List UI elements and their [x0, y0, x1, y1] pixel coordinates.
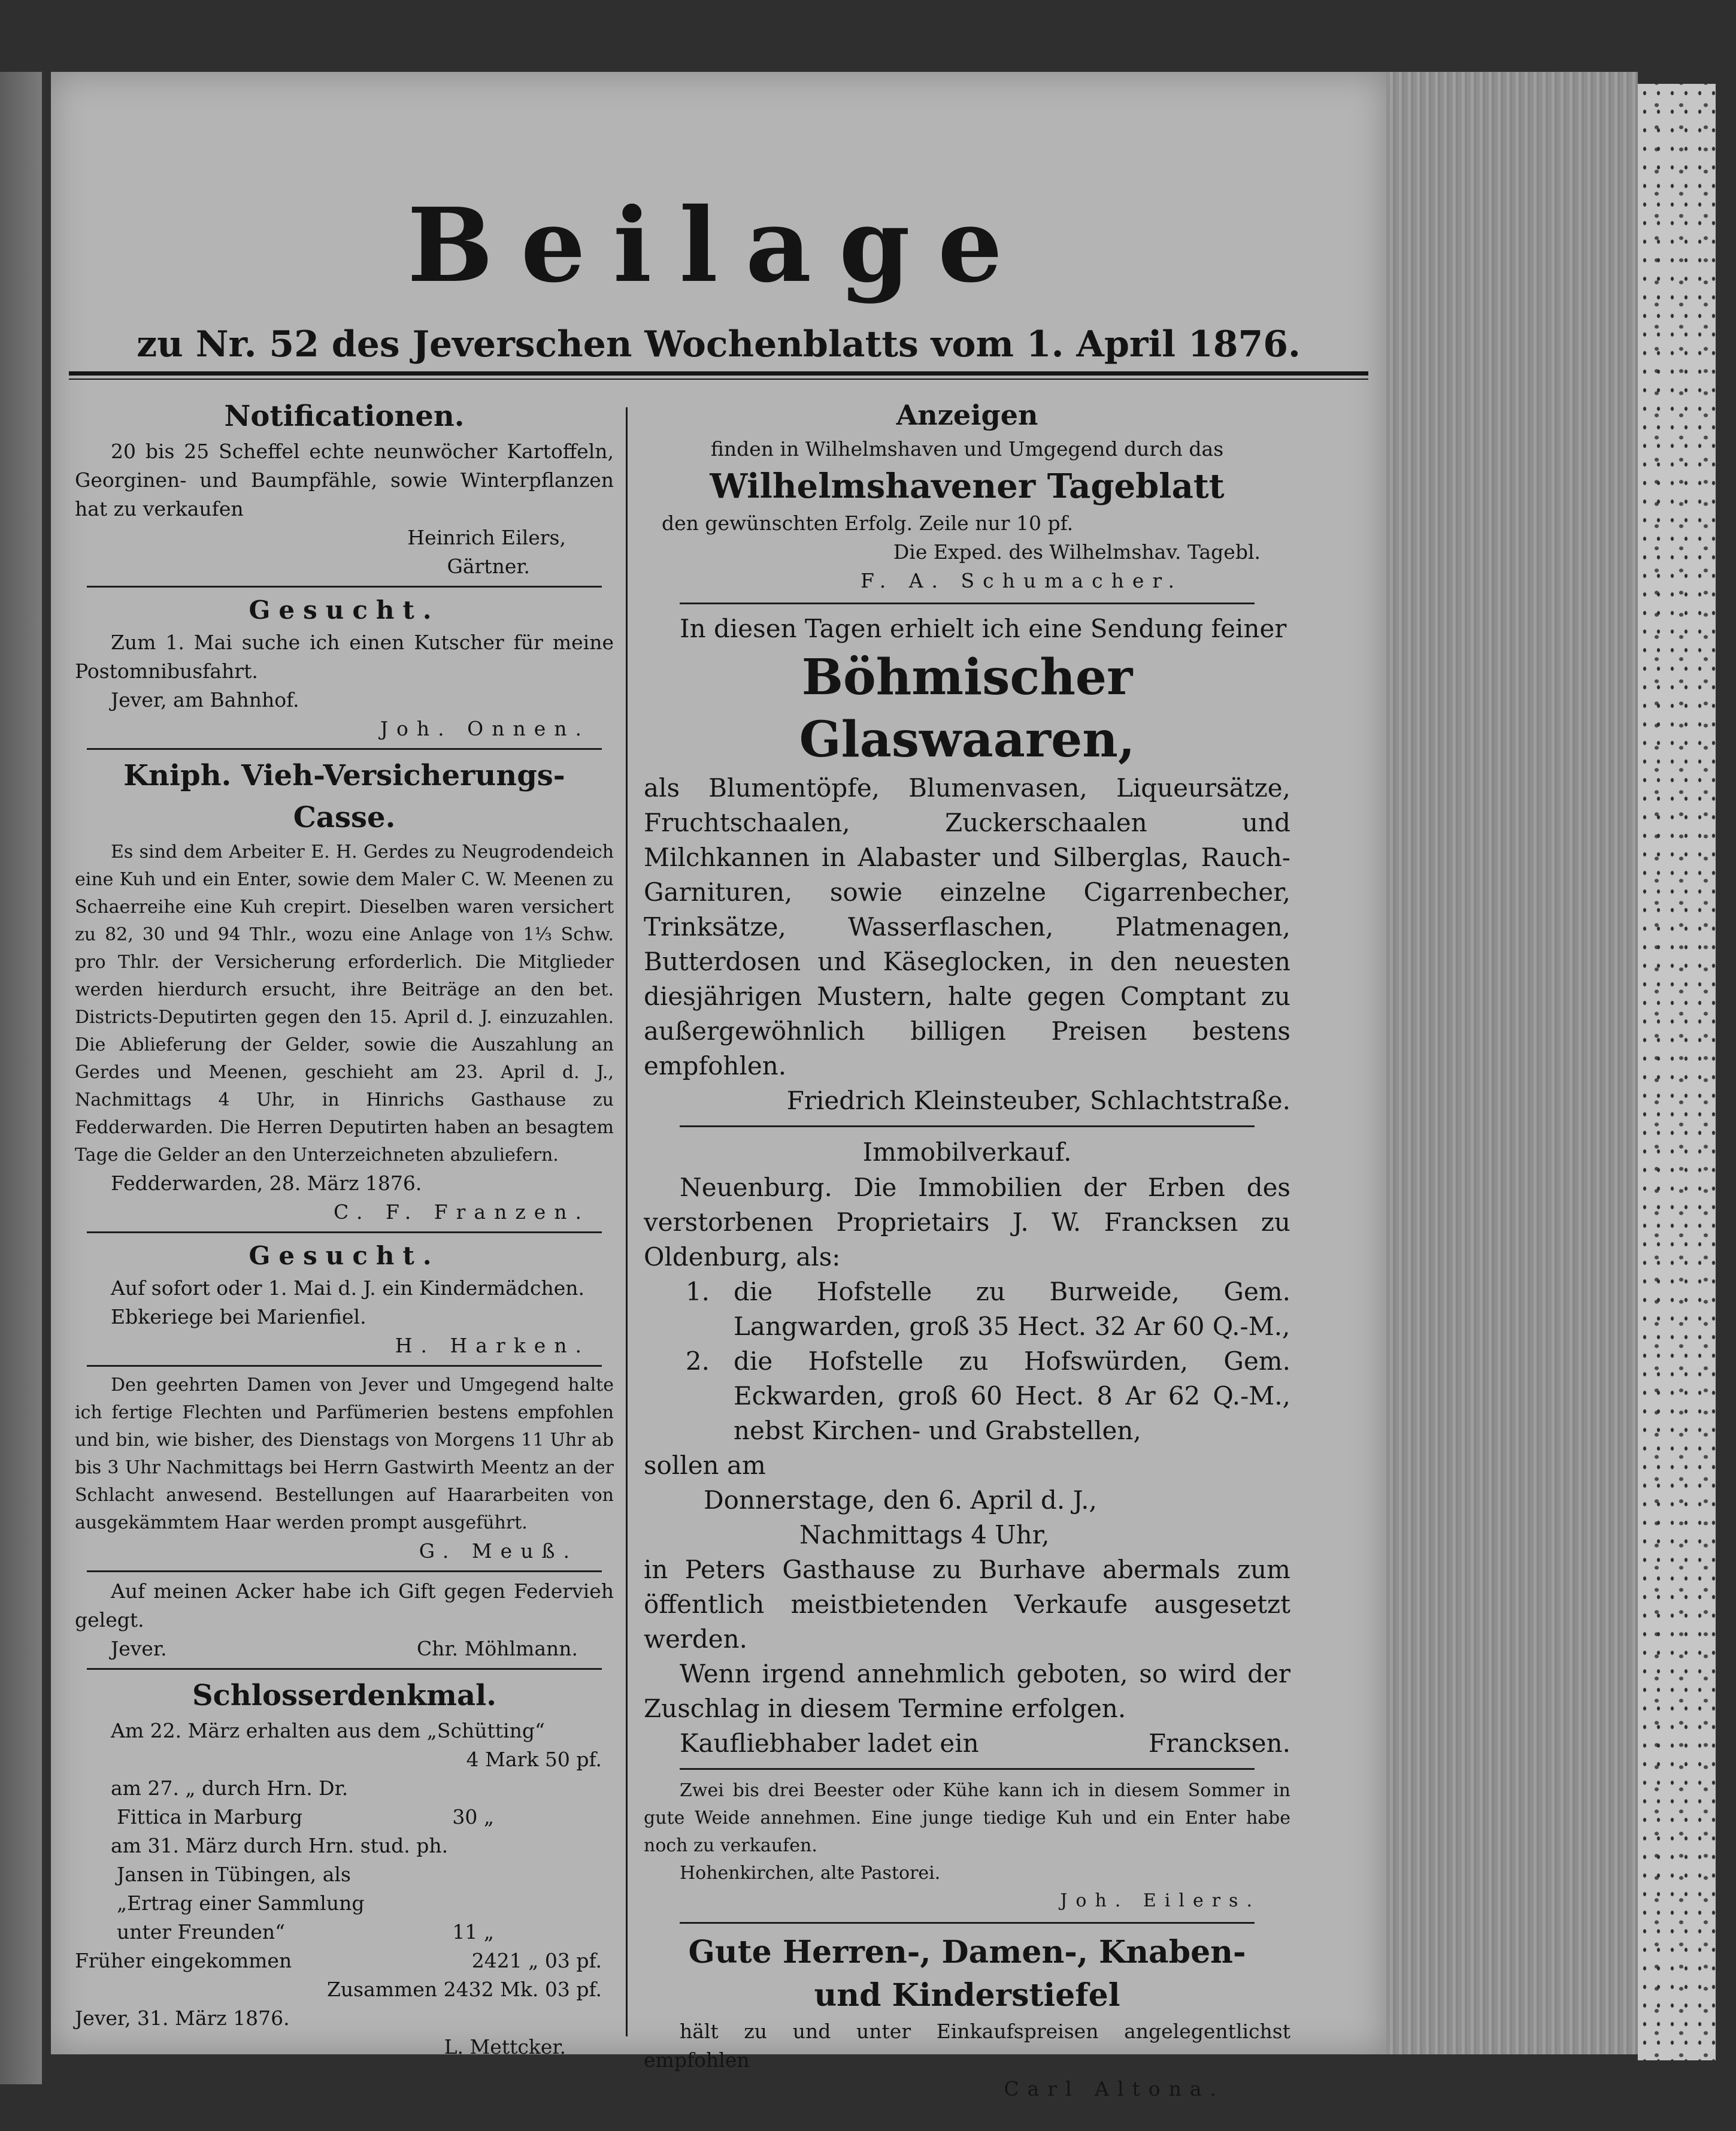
separator [87, 1365, 602, 1367]
header-rule-thick [69, 371, 1368, 376]
gesucht1-place: Jever, am Bahnhof. [111, 688, 299, 712]
glas-signature: Friedrich Kleinsteuber, Schlachtstraße. [786, 1086, 1290, 1115]
separator [87, 1668, 602, 1670]
denkmal-line8-amount: 2421 „ 03 pf. [471, 1949, 602, 1972]
column-divider [626, 407, 628, 2036]
denkmal-date: Jever, 31. März 1876. [75, 2006, 290, 2030]
gesucht1-heading: Gesucht. [249, 595, 440, 625]
glas-section [644, 612, 1290, 1118]
separator [680, 1125, 1255, 1127]
kniph-body: Es sind dem Arbeiter E. H. Gerdes zu Neugrodendeich eine Kuh und ein Enter, sowie dem Maler C. W. Meenen zu Schaerreihe eine Kuh crepirt. Dieselben waren versichert zu 82, 30 und 94 Thlr., wozu eine Anlage von 1⅓ Schw. pro Thlr. der Versicherung erforderlich. Die Mitglieder werden hierdurch ersucht, ihre Beiträge an den bet. Districts-Deputirten gegen den 15. April d. J. einzuzahlen. Die Ablieferung der Gelder, sowie die Auszahlung an Gerdes und Meenen, geschieht am 23. April d. J., Nachmittags 4 Uhr, in Hinrichs Gasthause zu Fedderwarden. Die Herren Deputirten haben an besagtem Tage die Gelder an den Unterzeichneten abzuliefern. [75, 841, 614, 1166]
immo-sollen: sollen am [644, 1451, 766, 1480]
immo-item1-number: 1. [685, 1277, 710, 1306]
acker-place: Jever. [111, 1637, 167, 1660]
immo-date1: Donnerstage, den 6. April d. J., [704, 1485, 1097, 1515]
gesucht2-section [75, 1238, 614, 1360]
anzeigen-line4: Die Exped. des Wilhelmshav. Tagebl. [893, 540, 1261, 564]
separator [87, 748, 602, 750]
acker-body: Auf meinen Acker habe ich Gift gegen Federvieh gelegt. [75, 1579, 614, 1631]
glas-body: als Blumentöpfe, Blumenvasen, Liqueursätze, Fruchtschaalen, Zuckerschaalen und Milchkannen in Alabaster und Silberglas, Rauch-Garnituren, sowie einzelne Cigarrenbecher, Trinksätze, Wasserflaschen, Platmenagen, Butterdosen und Käseglocken, in den neuesten diesjährigen Mustern, halte gegen Comptant zu außergewöhnlich billigen Preisen bestens empfohlen. [644, 773, 1290, 1080]
notif-heading: Notificationen. [224, 399, 465, 433]
stiefel-heading2: und Kinderstiefel [814, 1977, 1120, 2014]
immo-item2: die Hofstelle zu Hofswürden, Gem. Eckwarden, groß 60 Hect. 8 Ar 62 Q.-M., nebst Kirchen- und Grabstellen, [734, 1346, 1290, 1445]
immo-item2-number: 2. [685, 1346, 710, 1376]
anzeigen-paper: Wilhelmshavener Tageblatt [710, 467, 1225, 506]
denkmal-line3: Fittica in Marburg [117, 1805, 302, 1829]
glas-intro: In diesen Tagen erhielt ich eine Sendung feiner [680, 614, 1287, 643]
denkmal-line4: am 31. März durch Hrn. stud. ph. [111, 1834, 449, 1857]
page-title: Beilage [407, 186, 1031, 305]
weide-section [644, 1777, 1290, 1915]
immo-date2: Nachmittags 4 Uhr, [799, 1520, 1050, 1549]
denkmal-line1: Am 22. März erhalten aus dem „Schütting“ [111, 1719, 545, 1742]
book-page-edges [1386, 72, 1638, 2054]
acker-section [75, 1577, 614, 1663]
denkmal-line1-amount: 4 Mark 50 pf. [466, 1748, 602, 1771]
left-column [75, 395, 614, 2062]
anzeigen-section [644, 395, 1290, 595]
denkmal-total: Zusammen 2432 Mk. 03 pf. [326, 1978, 602, 2001]
gesucht2-line2: Ebkeriege bei Marienfiel. [111, 1305, 366, 1328]
separator [87, 586, 602, 588]
anzeigen-heading: Anzeigen [896, 399, 1038, 431]
notif-body: 20 bis 25 Scheffel echte neunwöcher Kartoffeln, Georginen- und Baumpfähle, sowie Winterpflanzen hat zu verkaufen [75, 440, 614, 520]
previous-page-edge [0, 72, 42, 2084]
denkmal-line7: unter Freunden“ [117, 1920, 286, 1944]
denkmal-line3-amount: 30 „ [452, 1805, 494, 1829]
book-cover-edge [1638, 84, 1716, 2060]
newspaper-page [51, 72, 1386, 2100]
notif-role: Gärtner. [447, 555, 530, 578]
notif-section [75, 395, 614, 581]
gesucht2-signature: H. Harken. [395, 1334, 590, 1357]
immo-body3: Wenn irgend annehmlich geboten, so wird der Zuschlag in diesem Termine erfolgen. [644, 1659, 1290, 1723]
stiefel-signature: Carl Altona. [1004, 2077, 1225, 2100]
glas-headline: Böhmischer Glaswaaren, [799, 649, 1135, 768]
gesucht2-heading: Gesucht. [249, 1241, 440, 1270]
kniph-date: Fedderwarden, 28. März 1876. [111, 1172, 422, 1195]
denkmal-line6: „Ertrag einer Sammlung [117, 1891, 365, 1915]
immo-item1: die Hofstelle zu Burweide, Gem. Langwarden, groß 35 Hect. 32 Ar 60 Q.-M., [734, 1277, 1290, 1341]
separator [87, 1570, 602, 1572]
immo-body2: in Peters Gasthause zu Burhave abermals zum öffentlich meistbietenden Verkaufe ausgesetzt werden. [644, 1555, 1290, 1654]
kniph-signature: C. F. Franzen. [333, 1200, 590, 1224]
immo-close-right: Francksen. [1148, 1729, 1290, 1758]
damen-body: Den geehrten Damen von Jever und Umgegend halte ich fertige Flechten und Parfümerien bestens empfohlen und bin, wie bisher, des Dienstags von Morgens 11 Uhr ab bis 3 Uhr Nachmittags bei Herrn Gastwirth Meentz an der Schlacht anwesend. Bestellungen auf Haararbeiten von ausgekämmtem Haar werden prompt ausgeführt. [75, 1375, 614, 1533]
right-column [644, 395, 1290, 2103]
damen-signature: G. Meuß. [419, 1539, 578, 1563]
kniph-section [75, 755, 614, 1227]
gesucht1-section [75, 592, 614, 743]
header-rule-thin [69, 379, 1368, 380]
denkmal-line2: am 27. „ durch Hrn. Dr. [111, 1776, 349, 1800]
kniph-heading: Kniph. Vieh-Versicherungs-Casse. [123, 759, 565, 834]
denkmal-line7-amount: 11 „ [452, 1920, 494, 1944]
stiefel-section [644, 1931, 1290, 2103]
denkmal-line5: Jansen in Tübingen, als [117, 1863, 351, 1886]
gesucht1-signature: Joh. Onnen. [380, 717, 590, 740]
separator [680, 1922, 1255, 1924]
anzeigen-line5: F. A. Schumacher. [860, 569, 1183, 592]
separator [680, 603, 1255, 604]
gesucht2-line1: Auf sofort oder 1. Mai d. J. ein Kindermädchen. [111, 1276, 585, 1300]
immo-intro: Neuenburg. Die Immobilien der Erben des verstorbenen Proprietairs J. W. Francksen zu Oldenburg, als: [644, 1173, 1290, 1272]
denkmal-heading: Schlosserdenkmal. [192, 1679, 496, 1712]
gesucht1-body: Zum 1. Mai suche ich einen Kutscher für meine Postomnibusfahrt. [75, 631, 614, 683]
weide-body: Zwei bis drei Beester oder Kühe kann ich in diesem Sommer in gute Weide annehmen. Eine junge tiedige Kuh und ein Enter habe noch zu verkaufen. [644, 1780, 1290, 1856]
denkmal-signature: L. Mettcker. [444, 2035, 566, 2059]
denkmal-section [75, 1675, 614, 2062]
acker-signature: Chr. Möhlmann. [416, 1637, 578, 1660]
immo-section [644, 1134, 1290, 1761]
stiefel-body: hält zu und unter Einkaufspreisen angelegentlichst empfohlen [644, 2020, 1290, 2072]
stiefel-heading1: Gute Herren-, Damen-, Knaben- [688, 1934, 1246, 1970]
separator [680, 1768, 1255, 1770]
notif-signature: Heinrich Eilers, [407, 526, 566, 549]
weide-place: Hohenkirchen, alte Pastorei. [680, 1863, 941, 1884]
weide-signature: Joh. Eilers. [1060, 1890, 1261, 1911]
damen-section [75, 1372, 614, 1566]
page-subtitle: zu Nr. 52 des Jeverschen Wochenblatts vom 1. April 1876. [137, 323, 1301, 365]
anzeigen-line1: finden in Wilhelmshaven und Umgegend durch das [710, 437, 1224, 461]
anzeigen-line3: den gewünschten Erfolg. Zeile nur 10 pf. [662, 511, 1074, 535]
separator [87, 1231, 602, 1233]
immo-close-left: Kaufliebhaber ladet ein [680, 1729, 979, 1758]
immo-heading: Immobilverkauf. [862, 1137, 1072, 1167]
denkmal-line8: Früher eingekommen [75, 1949, 292, 1972]
